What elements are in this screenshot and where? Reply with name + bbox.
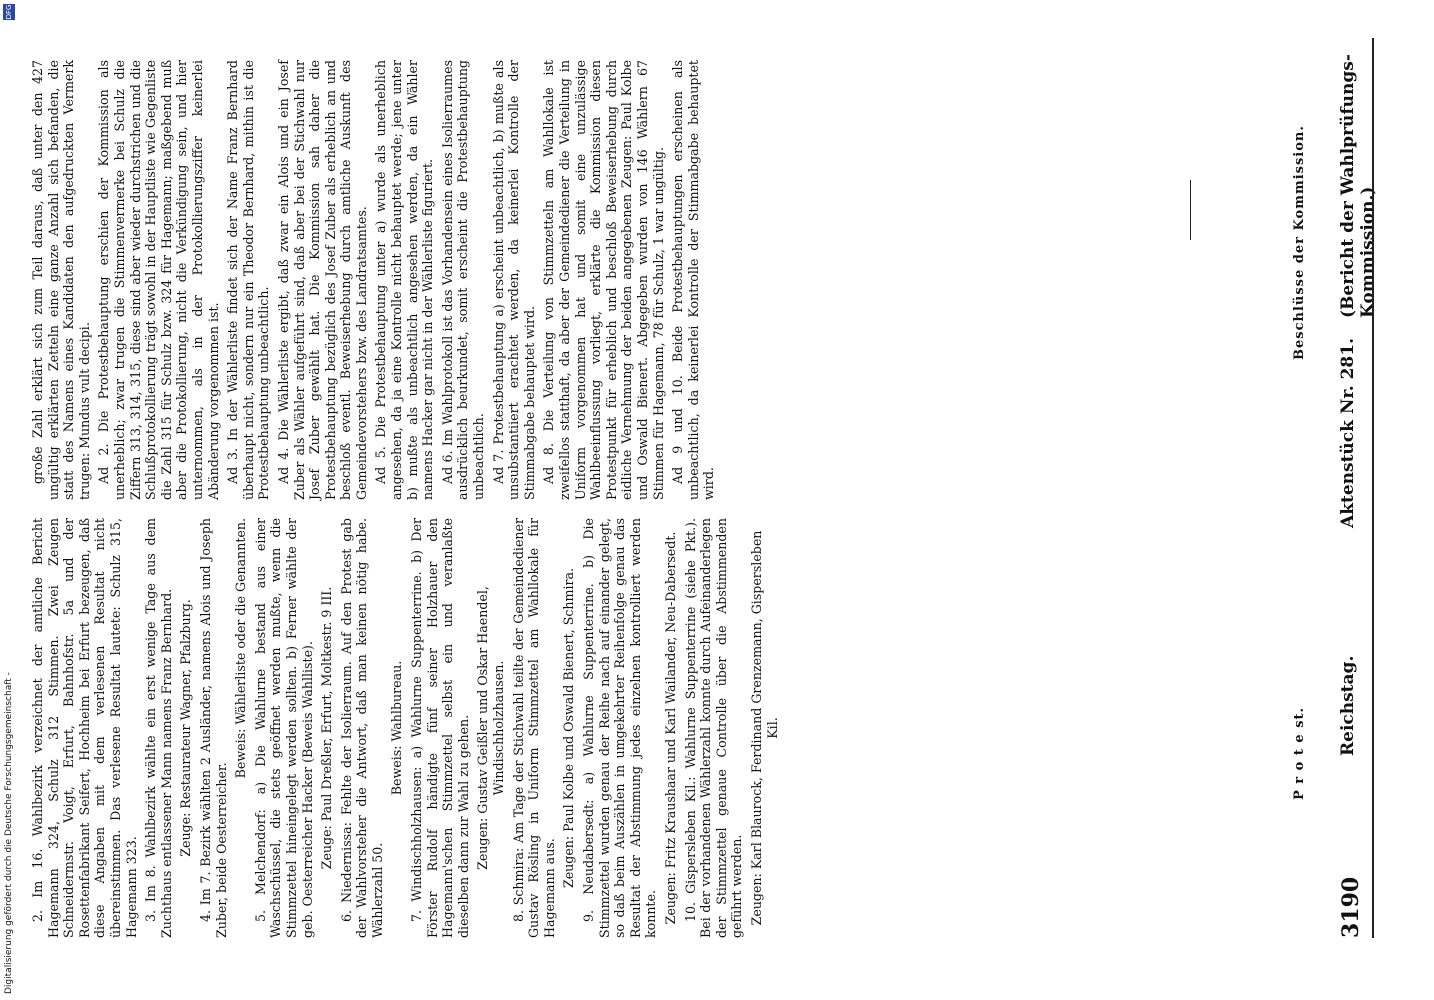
paragraph: Beweis: Wählerliste oder die Genannten. xyxy=(233,518,249,779)
paragraph: Ad 8. Die Verteilung von Stimmzetteln am Wahllokale ist zweifellos statthaft, da aber der Gemeindediener die Verteilung in Uniform vorgenommen hat und somit eine unzulässige Wahlbeeinflussung vorliegt, erklärte die Kommission diesen Protestpunkt für erheblich und beschloß Beweiserhebung durch eidliche Vernehmung der beiden angegebenen Zeugen: Paul Kolbe und Oswald Bienert. Abgegeben wurden von 146 Wählern 67 Stimmen für Hagemann, 78 für Schulz, 1 war ungültig. xyxy=(541,60,666,500)
paragraph: 4. Im 7. Bezirk wählten 2 Ausländer, namens Alois und Joseph Zuber, beide Oesterreicher. xyxy=(197,518,229,938)
paragraph: Zeugen: Paul Kolbe und Oswald Bienert, Schmira. xyxy=(561,567,577,889)
paragraph: 6. Niedernissa: Fehlte der Isolierraum. Auf den Protest gab der Wahlvorsteher die Antwort, daß man keinen nötig habe. Wählerzahl 50. xyxy=(338,518,385,938)
paragraph: Ad 7. Protestbehauptung a) erscheint unbeachtlich, b) mußte als unsubstantiiert erachtet werden, da keinerlei Kontrolle der Stimmabgabe behauptet wird. xyxy=(490,60,537,500)
digitization-footer xyxy=(0,0,18,1000)
paragraph: 7. Windischholzhausen: a) Wahlurne Suppenterrine. b) Der Förster Rudolf händigte fünf seiner Holzhauer den Hagemann'schen Stimmzettel selbst ein und veranlaßte dieselben dann zur Wahl zu gehen. xyxy=(409,518,471,938)
dfg-logo: DFG xyxy=(5,4,13,20)
footer-text: Digitalisierung gefördert durch die Deutsche Forschungsgemeinschaft - xyxy=(4,672,14,994)
paragraph: 2. Im 16. Wahlbezirk verzeichnet der amtliche Bericht Hagemann 324, Schulz 312 Stimmen. Zwei Zeugen Schneidermstr. Voigt, Erfurt, Bahnhofstr. 5a und der Rosettenfabrikant Seifert, Hochheim bei Erfurt bezeugen, daß diese Angaben mit dem verlesenen Resultat nicht übereinstimmen. Das verlesene Resultat lautete: Schulz 315, Hagemann 323. xyxy=(30,518,139,938)
paragraph: Ad 2. Die Protestbehauptung erschien der Kommission als unerheblich; zwar trugen die Stimmenvermerke bei Schulz die Ziffern 313, 314, 315, diese sind aber wieder durchstrichen und die Schlußprotokollierung trägt sowohl in der Hauptliste wie Gegenliste die Zahl 315 für Schulz bzw. 324 für Hagemann; maßgebend muß aber die Protokollierung, nicht die Verkündigung sein, und hier unternommen, als in der Protokollierungsziffer keinerlei Abänderung vorgenommen ist. xyxy=(96,60,221,500)
paragraph: 9. Neudabersedt: a) Wahlurne Suppenterrine. b) Die Stimmzettel wurden genau der Reihe nach auf einander gelegt, so daß beim Auszählen in umgekehrter Reihenfolge genau das Resultat der Abstimmung jedes einzelnen kontrolliert werden konnte. xyxy=(581,518,659,938)
right-subheading: Beschlüsse der Kommission. xyxy=(1292,125,1307,360)
paragraph: 10. Gispersleben Kil.: Wahlurne Suppenterrine (siehe Pkt.). Bei der vorhandenen Wählerzahl konnte durch Aufeinanderlegen der Stimmzettel genaue Controlle über die Abstimmenden geführt werden. xyxy=(682,518,745,938)
right-column xyxy=(30,60,1280,500)
page-header xyxy=(1328,38,1378,938)
paragraph: 3. Im 8. Wahlbezirk wählte ein erst wenige Tage aus dem Zuchthaus entlassener Mann namens Franz Bernhard. xyxy=(143,518,174,938)
paragraph: Zeugen: Karl Blaurock, Ferdinand Grenzemann, Gispersleben Kil. xyxy=(748,530,780,926)
paragraph: Ad 4. Die Wählerliste ergibt, daß zwar ein Alois und ein Josef Zuber als Wähler aufgeführt sind, daß aber bei der Stichwahl nur Josef Zuber gewählt hat. Die Kommission sah daher die Protestbehauptung bezüglich des Josef Zuber als erheblich an und beschloß eventl. Beweiserhebung durch amtliche Auskunft des Gemeindevorstehers bzw. des Landratsamtes. xyxy=(275,60,369,500)
header-rule xyxy=(1372,38,1374,938)
paragraph: Ad 3. In der Wählerliste findet sich der Name Franz Bernhard überhaupt nicht, sondern nur ein Theodor Bernhard, mithin ist die Protestbehauptung unbeachtlich. xyxy=(225,60,272,500)
page-number: 3190 xyxy=(1338,876,1364,938)
left-column xyxy=(30,518,1280,938)
left-subheading: P r o t e st. xyxy=(1292,706,1307,800)
paragraph: Ad 6. Im Wahlprotokoll ist das Vorhandensein eines Isolierraumes ausdrücklich beurkundet, somit erscheint die Protestbehauptung unbeachtlich. xyxy=(439,60,487,500)
header-aktenstueck: Aktenstück Nr. 281. xyxy=(1338,337,1358,528)
paragraph: 5. Melchendorf: a) Die Wahlurne bestand aus einer Waschschüssel, die stets geöffnet werden mußte, wenn die Stimmzettel hineingelegt werden sollten. b) Ferner wählte der geb. Oesterreicher Hacker (Beweis Wahlliste). xyxy=(252,518,315,938)
paragraph: Zeugen: Fritz Kraushaar und Karl Wailander, Neu-Dabersedt. xyxy=(662,531,678,925)
paragraph: Zeuge: Restaurateur Wagner, Pfalzburg. xyxy=(178,599,194,857)
header-bericht: (Bericht der Wahlprüfungs-Kommission.) xyxy=(1338,54,1378,318)
paragraph: Ad 9 und 10. Beide Protestbehauptungen erscheinen als unbeachtlich, da keinerlei Kontrolle der Stimmabgabe behauptet wird. xyxy=(670,60,717,500)
paragraph: Ad 5. Die Protestbehauptung unter a) wurde als unerheblich angesehen, da ja eine Kontrolle nicht behauptet werde; jene unter b) mußte als unbeachtlich angesehen werden, da ein Wähler namens Hacker gar nicht in der Wählerliste figuriert. xyxy=(373,60,436,500)
paragraph: 8. Schmira: Am Tage der Stichwahl teilte der Gemeindediener Gustav Rösling in Uniform Stimmzettel am Wahllokale für Hagemann aus. xyxy=(510,518,557,938)
paragraph: Beweis: Wahlbureau. xyxy=(389,660,405,796)
paragraph: Zeuge: Paul Dreßler, Erfurt, Moltkestr. 9 III. xyxy=(319,586,335,870)
paragraph: Zeugen: Gustav Geißler und Oskar Haendel, Windischholzhausen. xyxy=(475,586,507,870)
paragraph: große Zahl erklärt sich zum Teil daraus, daß unter den 427 ungültig erklärten Zetteln eine ganze Anzahl sich befanden, die statt des Namens eines Kandidaten den aufgedruckten Vermerk trugen: Mundus vult decipi. xyxy=(30,60,92,500)
header-title: Reichstag. xyxy=(1338,655,1358,756)
